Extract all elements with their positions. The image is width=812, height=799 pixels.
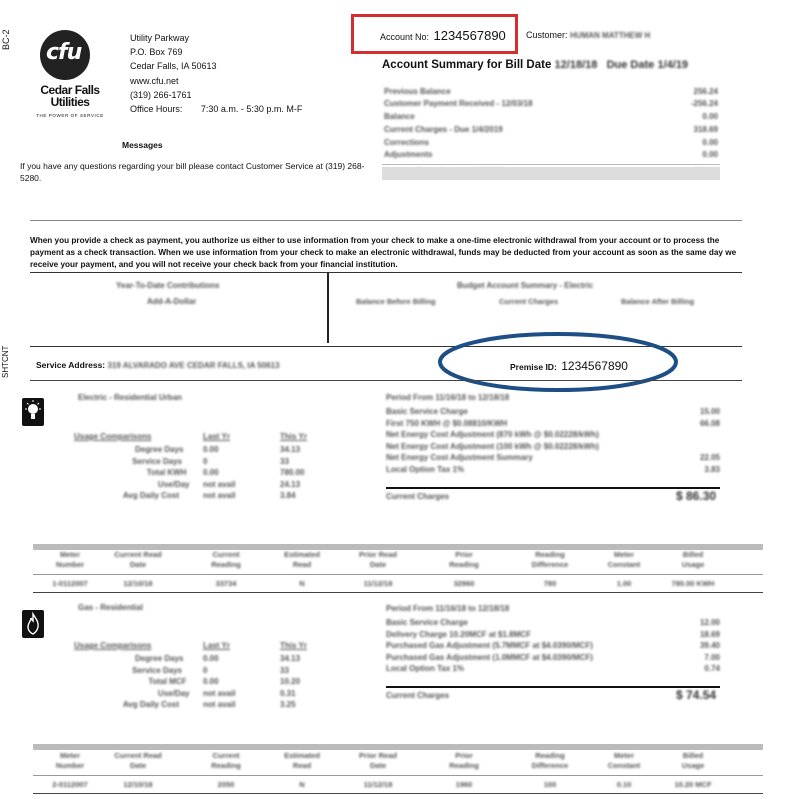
reading-header-line1: Prior Read <box>359 751 397 760</box>
reading-cell: 2050 <box>217 780 235 789</box>
usage-header-cell: Last Yr <box>203 432 230 441</box>
reading-header-cell <box>338 550 418 570</box>
check-notice: When you provide a check as payment, you authorize us either to use information from your check to make a one-time electronic withdrawal from your account or to process the payment as a check transaction. When we use information from your check to make an electronic withdrawal, funds may be deducted from your account as soon as the same day we receive your payment, and you will not receive your check back from your financial institution. <box>30 236 737 269</box>
summary-row-label: Previous Balance <box>384 87 451 96</box>
reading-header-line1: Current Read <box>114 550 162 559</box>
charge-value: 12.00 <box>699 618 720 627</box>
usage-header-cell: Last Yr <box>203 641 230 650</box>
usage-this-yr: 3.84 <box>280 491 296 500</box>
reading-header-cell <box>186 550 266 570</box>
account-number-block <box>380 27 506 45</box>
charge-label: Net Energy Cost Adjustment (100 kWh @ $0.02228/kWh) <box>386 441 599 451</box>
reading-header-cell <box>424 751 504 771</box>
summary-row <box>382 99 720 111</box>
reading-header-line1: Meter <box>613 550 634 559</box>
address-line1: Utility Parkway <box>130 33 190 43</box>
reading-cell: 33734 <box>215 579 237 588</box>
reading-cell: 100 <box>543 780 557 789</box>
charge-label: Local Option Tax 1% <box>386 464 465 474</box>
reading-cell: 12/10/18 <box>123 780 153 789</box>
reading-cell: N <box>299 780 305 789</box>
usage-last-yr: 0.00 <box>203 468 219 477</box>
reading-header-line2: Difference <box>531 761 569 770</box>
phone-number: (319) 266-1761 <box>130 89 192 100</box>
charge-label: Net Energy Cost Adjustment (870 kWh @ $0.02228/kWh) <box>386 430 599 439</box>
company-address <box>130 31 302 116</box>
gas-period: Period From 11/16/18 to 12/18/18 <box>386 604 510 613</box>
usage-this-yr: 780.00 <box>280 468 305 477</box>
reading-header-line2: Number <box>55 560 85 569</box>
reading-header-line1: Current <box>212 751 240 760</box>
reading-header-cell <box>186 751 266 771</box>
customer-name: HUMAN MATTHEW H <box>570 31 651 40</box>
due-date-label: Due Date <box>606 59 655 71</box>
electric-current-value: $ 86.30 <box>676 489 717 503</box>
usage-last-yr: 0 <box>203 665 208 675</box>
summary-row-label: Current Charges - Due 1/4/2019 <box>384 125 503 134</box>
usage-last-yr: 0.00 <box>203 445 219 454</box>
usage-row-label: Total MCF <box>148 677 187 686</box>
reading-header-line1: Current Read <box>114 751 162 760</box>
reading-cell: 780.00 KWH <box>671 579 715 588</box>
usage-last-yr: 0 <box>203 456 208 466</box>
budget-current-charges: Current Charges <box>499 297 559 306</box>
messages-text: If you have any questions regarding your bill please contact Customer Service at (319) 268-5280. <box>20 161 365 183</box>
lightbulb-icon <box>22 398 44 426</box>
reading-cell: 12/10/18 <box>123 579 153 588</box>
usage-this-yr: 33 <box>280 665 289 675</box>
reading-header-line1: Billed <box>682 550 704 559</box>
website-link[interactable]: www.cfu.net <box>130 75 179 86</box>
summary-row-value: 0.00 <box>702 138 718 147</box>
reading-header-cell <box>653 751 733 771</box>
usage-last-yr: 0.00 <box>203 654 219 663</box>
premise-id-oval <box>430 326 690 396</box>
electric-current-label: Current Charges <box>386 492 450 501</box>
reading-cell: 1.00 <box>616 579 632 588</box>
reading-header-cell <box>584 751 664 771</box>
reading-header-line2: Date <box>129 560 147 569</box>
summary-row-label: Balance <box>384 112 415 121</box>
gas-title: Gas - Residential <box>78 603 143 612</box>
summary-title-text: Account Summary for Bill Date <box>382 59 552 71</box>
usage-row-label: Service Days <box>132 665 182 675</box>
reading-header-cell <box>262 550 342 570</box>
office-hours-value: 7:30 a.m. - 5:30 p.m. M-F <box>200 104 303 115</box>
usage-last-yr: not avail <box>203 491 236 500</box>
reading-header-line2: Difference <box>531 560 569 569</box>
charge-label: Net Energy Cost Adjustment Summary <box>386 453 533 462</box>
reading-header-line2: Constant <box>607 761 641 770</box>
reading-header-line1: Estimated <box>284 550 320 559</box>
service-address-block <box>36 360 280 370</box>
usage-row-label: Avg Daily Cost <box>122 700 179 709</box>
gas-current-label: Current Charges <box>386 691 450 700</box>
reading-header-cell <box>510 550 590 570</box>
charge-value: 66.08 <box>699 418 720 428</box>
reading-header-line2: Date <box>369 560 387 569</box>
summary-row <box>382 87 720 99</box>
reading-header-line1: Reading <box>535 751 565 760</box>
usage-row-label: Total KWH <box>146 468 187 477</box>
reading-header-line1: Meter <box>613 751 634 760</box>
summary-row-value: -256.24 <box>690 99 718 108</box>
reading-header-line2: Usage <box>681 560 705 569</box>
messages-title: Messages <box>122 140 163 150</box>
budget-balance-after: Balance After Billing <box>621 297 695 306</box>
reading-header-cell <box>338 751 418 771</box>
due-date: 1/4/19 <box>657 59 689 71</box>
usage-this-yr: 0.31 <box>280 688 296 698</box>
logo-mark: cfu <box>46 40 82 65</box>
reading-header-line1: Prior <box>455 550 473 559</box>
electric-reading-row <box>33 579 763 591</box>
charge-value: 3.83 <box>704 464 720 474</box>
usage-last-yr: not avail <box>203 700 236 709</box>
summary-row-value: 256.24 <box>693 87 718 96</box>
reading-header-cell <box>98 550 178 570</box>
charge-label: Delivery Charge 10.20MCF at $1.8MCF <box>386 629 531 639</box>
charge-label: Local Option Tax 1% <box>386 664 465 673</box>
usage-header-cell: This Yr <box>280 641 307 650</box>
electric-period: Period From 11/16/18 to 12/18/18 <box>386 393 510 402</box>
usage-this-yr: 3.25 <box>280 700 296 709</box>
customer-block <box>526 30 650 40</box>
customer-label: Customer: <box>526 30 568 40</box>
reading-header-cell <box>424 550 504 570</box>
usage-last-yr: 0.00 <box>203 677 219 686</box>
reading-header-line2: Constant <box>607 560 641 569</box>
summary-row-label: Corrections <box>384 138 429 147</box>
side-label-top: BC-2 <box>1 29 11 50</box>
charge-label: Basic Service Charge <box>386 407 468 416</box>
side-label-mid: SHTCNT <box>1 345 10 378</box>
charge-value: 39.40 <box>699 641 720 650</box>
account-number: 1234567890 <box>433 28 506 43</box>
reading-cell: N <box>299 579 305 588</box>
reading-header-line2: Number <box>55 761 85 770</box>
usage-this-yr: 24.13 <box>280 479 301 489</box>
reading-header-line2: Reading <box>449 560 479 569</box>
summary-row <box>382 112 720 124</box>
usage-row-label: Degree Days <box>135 445 184 454</box>
reading-header-cell <box>584 550 664 570</box>
charge-value: 18.69 <box>699 629 720 639</box>
summary-row <box>382 125 720 137</box>
logo-tagline: THE POWER OF SERVICE <box>36 113 104 118</box>
premise-id-label: Premise ID: <box>510 362 557 372</box>
reading-header-line2: Read <box>292 560 312 569</box>
summary-row-label: Customer Payment Received - 12/03/18 <box>384 99 533 108</box>
reading-header-line2: Reading <box>211 560 241 569</box>
usage-header-cell: Usage Comparisons <box>74 432 152 441</box>
reading-header-line1: Meter <box>59 751 80 760</box>
charge-value: 15.00 <box>699 407 720 416</box>
summary-row-value: 0.00 <box>702 112 718 121</box>
gas-reading-bar <box>33 744 763 750</box>
reading-cell: 2-0112007 <box>52 780 88 789</box>
usage-this-yr: 33 <box>280 456 289 466</box>
usage-this-yr: 34.13 <box>280 445 301 454</box>
reading-header-cell <box>98 751 178 771</box>
reading-header-line2: Read <box>292 761 312 770</box>
usage-row-label: Degree Days <box>135 654 184 663</box>
summary-row <box>382 150 720 162</box>
reading-header-line2: Date <box>129 761 147 770</box>
summary-row-value: 318.69 <box>693 125 718 134</box>
reading-header-line2: Reading <box>449 761 479 770</box>
ytd-contributions-title: Year-To-Date Contributions <box>116 281 220 290</box>
charge-label: First 750 KWH @ $0.08810/KWH <box>386 418 508 428</box>
charge-label: Basic Service Charge <box>386 618 468 627</box>
cfu-logo <box>40 30 90 80</box>
reading-header-line1: Reading <box>535 550 565 559</box>
reading-header-cell <box>510 751 590 771</box>
reading-header-line1: Meter <box>59 550 80 559</box>
logo-name-line1: Cedar Falls <box>40 83 100 97</box>
flame-icon <box>22 610 44 638</box>
usage-row-label: Use/Day <box>157 479 190 489</box>
reading-header-cell <box>262 751 342 771</box>
reading-cell: 10.20 MCF <box>674 780 712 789</box>
summary-row-value: 0.00 <box>702 150 718 159</box>
charge-label: Purchased Gas Adjustment (5.7MMCF at $4.0390/MCF) <box>386 641 593 650</box>
reading-header-line1: Estimated <box>284 751 320 760</box>
office-hours-label: Office Hours: <box>130 104 183 115</box>
reading-cell: 1-0112007 <box>52 579 88 588</box>
reading-cell: 11/12/18 <box>363 579 393 588</box>
usage-row-label: Use/Day <box>157 688 190 698</box>
gas-reading-header <box>33 751 763 773</box>
usage-this-yr: 10.20 <box>280 677 301 686</box>
reading-header-line1: Billed <box>682 751 704 760</box>
service-address: 319 ALVARADO AVE CEDAR FALLS, IA 50613 <box>107 361 280 370</box>
reading-cell: 32960 <box>453 579 475 588</box>
gas-current-value: $ 74.54 <box>676 688 717 702</box>
usage-header-cell: This Yr <box>280 432 307 441</box>
address-line3: Cedar Falls, IA 50613 <box>130 61 217 72</box>
electric-title: Electric - Residential Urban <box>78 393 183 402</box>
electric-reading-header <box>33 550 763 572</box>
reading-header-line2: Usage <box>681 761 705 770</box>
usage-header-cell: Usage Comparisons <box>74 641 152 650</box>
gas-reading-row <box>33 780 763 792</box>
reading-header-line1: Current <box>212 550 240 559</box>
service-address-label: Service Address: <box>36 360 106 370</box>
amount-due-bg <box>382 167 720 180</box>
summary-row <box>382 138 720 150</box>
reading-cell: 1960 <box>455 780 473 789</box>
ytd-contributions-value: Add-A-Dollar <box>147 297 197 306</box>
usage-row-label: Service Days <box>132 456 182 466</box>
reading-cell: 11/12/18 <box>363 780 393 789</box>
logo-name <box>30 84 110 108</box>
usage-row-label: Avg Daily Cost <box>122 491 179 500</box>
logo-name-line2: Utilities <box>50 95 90 109</box>
bill-date: 12/18/18 <box>554 59 598 71</box>
usage-last-yr: not avail <box>203 688 236 698</box>
account-summary-title <box>382 59 688 71</box>
reading-cell: 0.10 <box>616 780 632 789</box>
charge-value: 7.00 <box>704 652 720 662</box>
account-number-label: Account No: <box>380 32 430 42</box>
reading-header-line2: Date <box>369 761 387 770</box>
premise-id: 1234567890 <box>561 359 628 373</box>
reading-header-cell <box>653 550 733 570</box>
reading-header-line1: Prior <box>455 751 473 760</box>
summary-row-label: Adjustments <box>384 150 433 159</box>
budget-balance-before: Balance Before Billing <box>356 297 436 306</box>
charge-value: 0.74 <box>704 664 720 673</box>
budget-summary-title: Budget Account Summary - Electric <box>457 281 594 290</box>
reading-header-line2: Reading <box>211 761 241 770</box>
usage-last-yr: not avail <box>203 479 236 489</box>
office-hours <box>130 102 302 116</box>
charge-value: 22.05 <box>699 453 720 462</box>
reading-header-line1: Prior Read <box>359 550 397 559</box>
charge-label: Purchased Gas Adjustment (1.0MMCF at $4.0390/MCF) <box>386 652 593 662</box>
usage-this-yr: 34.13 <box>280 654 301 663</box>
address-line2: P.O. Box 769 <box>130 47 183 58</box>
reading-cell: 780 <box>543 579 557 588</box>
